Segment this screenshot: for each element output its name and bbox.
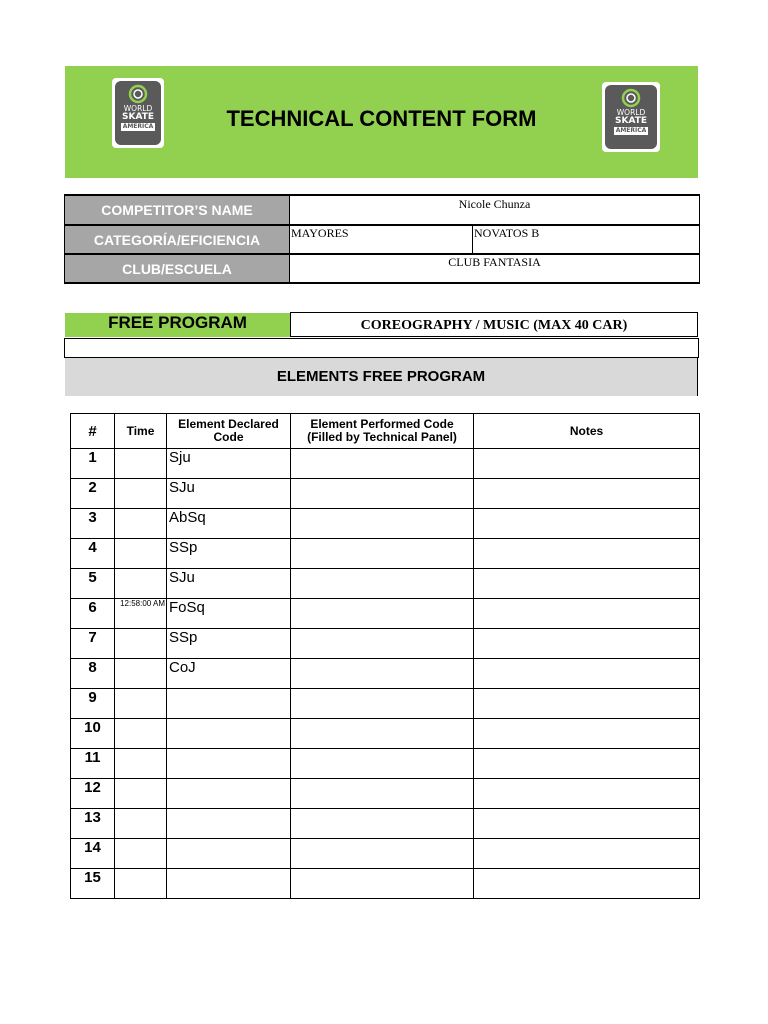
element-notes-field[interactable] xyxy=(474,689,700,719)
element-notes-field[interactable] xyxy=(474,809,700,839)
element-time-field[interactable] xyxy=(115,749,167,779)
element-row xyxy=(71,479,700,509)
club-label: CLUB/ESCUELA xyxy=(65,254,290,283)
element-row xyxy=(71,779,700,809)
element-time-field[interactable] xyxy=(115,779,167,809)
element-performed-code-field[interactable] xyxy=(291,779,474,809)
element-notes-field[interactable] xyxy=(474,569,700,599)
col-header-notes: Notes xyxy=(474,414,700,449)
swirl-icon xyxy=(127,84,149,104)
element-row xyxy=(71,569,700,599)
element-performed-code-field[interactable] xyxy=(291,809,474,839)
logo-text-skate: SKATE xyxy=(614,115,647,126)
col-header-performed-code: Element Performed Code (Filled by Technical Panel) xyxy=(291,414,474,449)
col-header-time: Time xyxy=(115,414,167,449)
element-declared-code-field[interactable]: SSp xyxy=(167,539,291,569)
element-notes-field[interactable] xyxy=(474,599,700,629)
element-row xyxy=(71,659,700,689)
element-time-field[interactable] xyxy=(115,629,167,659)
element-notes-field[interactable] xyxy=(474,839,700,869)
element-time-field[interactable] xyxy=(115,869,167,899)
swirl-icon xyxy=(620,88,642,108)
element-time-field[interactable] xyxy=(115,479,167,509)
element-performed-code-field[interactable] xyxy=(291,479,474,509)
element-number: 15 xyxy=(71,869,115,899)
element-row xyxy=(71,749,700,779)
element-time-field[interactable] xyxy=(115,839,167,869)
element-time-field[interactable] xyxy=(115,719,167,749)
element-notes-field[interactable] xyxy=(474,749,700,779)
element-time-field[interactable] xyxy=(115,689,167,719)
element-declared-code-field[interactable] xyxy=(167,689,291,719)
element-notes-field[interactable] xyxy=(474,449,700,479)
competitor-name-label: COMPETITOR’S NAME xyxy=(65,195,290,225)
element-number: 7 xyxy=(71,629,115,659)
element-time-field[interactable] xyxy=(115,659,167,689)
element-declared-code-field[interactable] xyxy=(167,749,291,779)
element-performed-code-field[interactable] xyxy=(291,689,474,719)
element-notes-field[interactable] xyxy=(474,779,700,809)
efficiency-field[interactable]: NOVATOS B xyxy=(473,225,700,254)
element-declared-code-field[interactable] xyxy=(167,809,291,839)
element-declared-code-field[interactable] xyxy=(167,869,291,899)
element-performed-code-field[interactable] xyxy=(291,659,474,689)
competitor-name-row xyxy=(65,195,700,225)
element-number: 11 xyxy=(71,749,115,779)
element-time-field[interactable] xyxy=(115,539,167,569)
elements-header-row xyxy=(71,414,700,449)
category-field[interactable]: MAYORES xyxy=(290,225,473,254)
club-field[interactable]: CLUB FANTASIA xyxy=(290,254,700,283)
element-row xyxy=(71,629,700,659)
element-time-field[interactable] xyxy=(115,809,167,839)
logo-text-america: AMERICA xyxy=(615,126,647,134)
element-performed-code-field[interactable] xyxy=(291,449,474,479)
element-number: 3 xyxy=(71,509,115,539)
element-number: 9 xyxy=(71,689,115,719)
element-notes-field[interactable] xyxy=(474,869,700,899)
element-declared-code-field[interactable] xyxy=(167,719,291,749)
element-row xyxy=(71,539,700,569)
element-row xyxy=(71,689,700,719)
element-notes-field[interactable] xyxy=(474,539,700,569)
element-performed-code-field[interactable] xyxy=(291,869,474,899)
world-skate-america-logo-right xyxy=(602,82,660,152)
competitor-info-table xyxy=(64,194,700,284)
element-declared-code-field[interactable]: CoJ xyxy=(167,659,291,689)
element-time-field[interactable] xyxy=(115,449,167,479)
element-performed-code-field[interactable] xyxy=(291,719,474,749)
element-declared-code-field[interactable] xyxy=(167,839,291,869)
club-row xyxy=(65,254,700,283)
element-row xyxy=(71,809,700,839)
category-label: CATEGORÍA/EFICIENCIA xyxy=(65,225,290,254)
element-row xyxy=(71,839,700,869)
element-performed-code-field[interactable] xyxy=(291,749,474,779)
logo-text-world: WORLD xyxy=(616,108,646,117)
element-declared-code-field[interactable]: FoSq xyxy=(167,599,291,629)
category-row xyxy=(65,225,700,254)
element-number: 5 xyxy=(71,569,115,599)
element-number: 13 xyxy=(71,809,115,839)
element-time-field[interactable] xyxy=(115,509,167,539)
element-notes-field[interactable] xyxy=(474,509,700,539)
element-notes-field[interactable] xyxy=(474,629,700,659)
header-banner xyxy=(65,66,698,178)
coreography-input-row[interactable] xyxy=(64,338,699,358)
element-performed-code-field[interactable] xyxy=(291,839,474,869)
coreography-music-field[interactable]: COREOGRAPHY / MUSIC (MAX 40 CAR) xyxy=(290,312,698,337)
element-notes-field[interactable] xyxy=(474,719,700,749)
competitor-name-field[interactable]: Nicole Chunza xyxy=(290,195,700,225)
col-header-number: # xyxy=(71,414,115,449)
elements-section-heading: ELEMENTS FREE PROGRAM xyxy=(65,358,698,396)
element-row xyxy=(71,719,700,749)
element-performed-code-field[interactable] xyxy=(291,539,474,569)
element-declared-code-field[interactable]: SJu xyxy=(167,479,291,509)
element-row xyxy=(71,509,700,539)
element-performed-code-field[interactable] xyxy=(291,509,474,539)
element-declared-code-field[interactable] xyxy=(167,779,291,809)
logo-text-world: WORLD xyxy=(123,104,153,113)
element-number: 12 xyxy=(71,779,115,809)
element-number: 6 xyxy=(71,599,115,629)
element-number: 2 xyxy=(71,479,115,509)
element-notes-field[interactable] xyxy=(474,659,700,689)
element-time-field[interactable] xyxy=(115,569,167,599)
logo-text-america: AMERICA xyxy=(122,122,154,130)
element-notes-field[interactable] xyxy=(474,479,700,509)
element-row xyxy=(71,869,700,899)
element-number: 14 xyxy=(71,839,115,869)
element-row xyxy=(71,599,700,629)
element-performed-code-field[interactable] xyxy=(291,569,474,599)
element-performed-code-field[interactable] xyxy=(291,629,474,659)
page-title: TECHNICAL CONTENT FORM xyxy=(226,106,537,131)
elements-table xyxy=(70,413,700,899)
element-performed-code-field[interactable] xyxy=(291,599,474,629)
free-program-label: FREE PROGRAM xyxy=(65,313,290,337)
element-row xyxy=(71,449,700,479)
element-declared-code-field[interactable]: Sju xyxy=(167,449,291,479)
element-number: 10 xyxy=(71,719,115,749)
element-number: 8 xyxy=(71,659,115,689)
element-time-field[interactable]: 12:58:00 AM xyxy=(115,599,167,629)
element-number: 1 xyxy=(71,449,115,479)
element-number: 4 xyxy=(71,539,115,569)
element-declared-code-field[interactable]: SSp xyxy=(167,629,291,659)
col-header-declared-code: Element Declared Code xyxy=(167,414,291,449)
element-declared-code-field[interactable]: AbSq xyxy=(167,509,291,539)
logo-text-skate: SKATE xyxy=(121,111,154,122)
element-declared-code-field[interactable]: SJu xyxy=(167,569,291,599)
